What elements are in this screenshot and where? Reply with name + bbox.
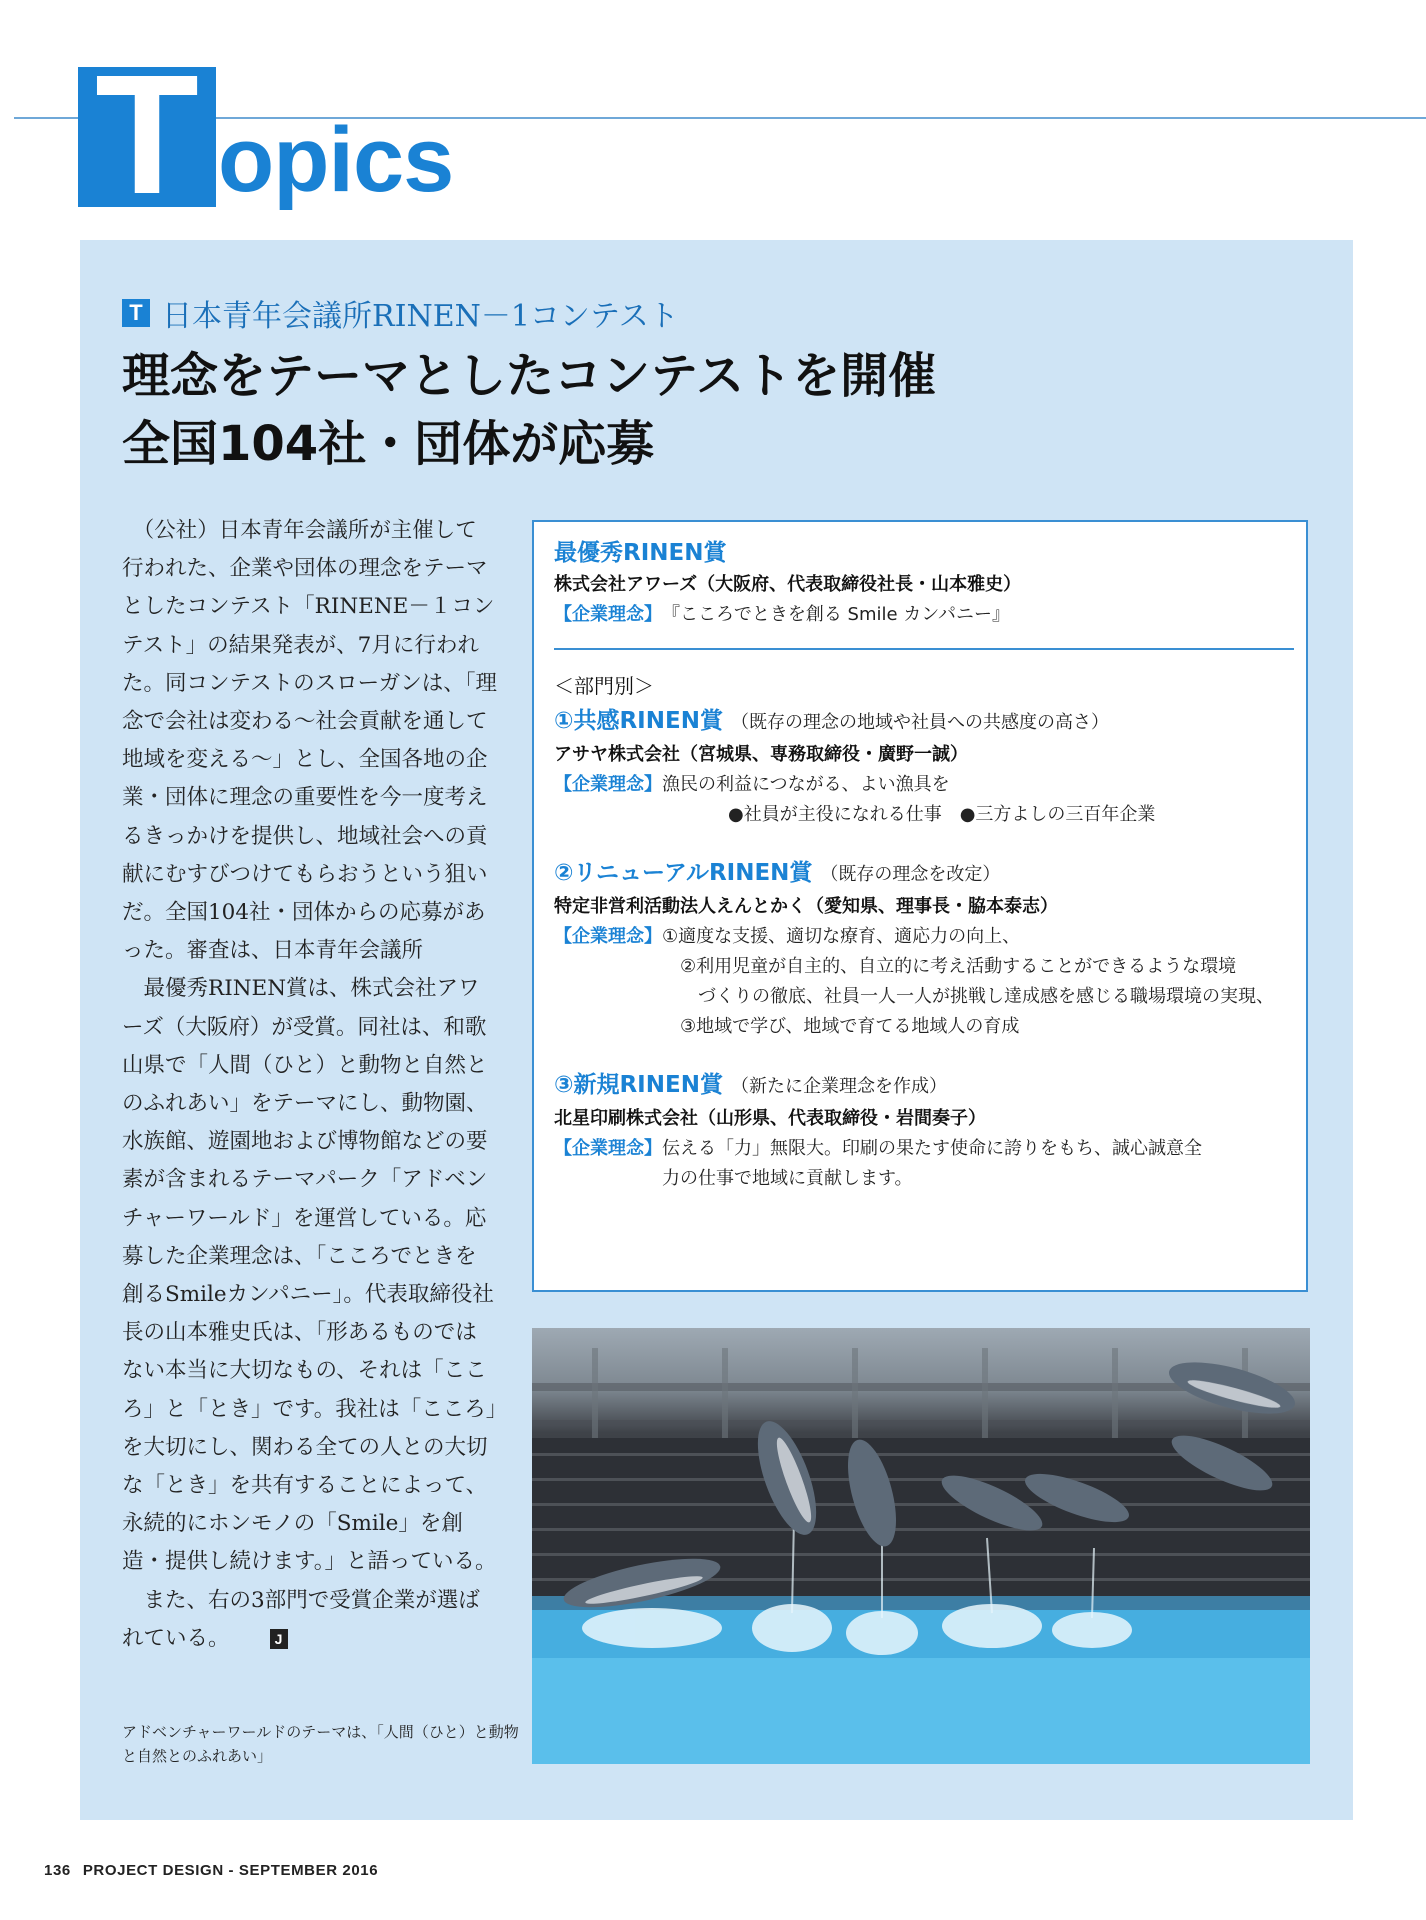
article-body xyxy=(122,512,497,1658)
philosophy-tag: 【企業理念】 xyxy=(554,926,662,947)
end-mark-icon: J xyxy=(270,1629,288,1649)
grand-award-title: 最優秀RINEN賞 xyxy=(554,540,727,566)
article-kicker xyxy=(122,291,679,335)
dolphin-show-photo xyxy=(532,1328,1310,1764)
philosophy-tag: 【企業理念】 xyxy=(554,1138,662,1159)
awards-divider xyxy=(554,648,1294,650)
empathy-award-company: アサヤ株式会社（宮城県、専務取締役・廣野一誠） xyxy=(554,744,968,765)
photo-caption: アドベンチャーワールドのテーマは、「人間（ひと）と動物と自然とのふれあい」 xyxy=(122,1723,519,1765)
topics-title: opics xyxy=(218,109,454,211)
category-section-label: ＜部門別＞ xyxy=(554,674,654,698)
kicker-t-badge: T xyxy=(122,299,150,327)
body-paragraph-3: また、右の3部門で受賞企業が選ばれている。 J xyxy=(122,1587,480,1651)
philosophy-tag: 【企業理念】 xyxy=(554,774,662,795)
article-headline xyxy=(122,342,1302,478)
new-award-philosophy: 【企業理念】 伝える「力」無限大。印刷の果たす使命に誇りをもち、誠心誠意全 力の仕事で地域に貢献します。 xyxy=(554,1134,1294,1194)
topics-t-block: T xyxy=(78,67,216,207)
headline-line-1: 理念をテーマとしたコンテストを開催 xyxy=(122,348,937,404)
empathy-award-philosophy: 【企業理念】 漁民の利益につながる、よい漁具を ●社員が主役になれる仕事 ●三方よしの三百年企業 xyxy=(554,770,1294,830)
magazine-issue: PROJECT DESIGN - SEPTEMBER 2016 xyxy=(82,1862,379,1879)
empathy-award-title: ①共感RINEN賞 （既存の理念の地域や社員への共感度の高さ） xyxy=(554,708,1109,734)
grand-award-philosophy: 【企業理念】 『こころでときを創る Smile カンパニー』 xyxy=(554,600,1294,630)
page-footer xyxy=(44,1862,378,1879)
new-award-title: ③新規RINEN賞 （新たに企業理念を作成） xyxy=(554,1072,947,1098)
kicker-text: 日本青年会議所RINEN－1コンテスト xyxy=(162,299,679,334)
headline-line-2: 全国104社・団体が応募 xyxy=(122,416,655,472)
awards-box xyxy=(532,520,1308,1292)
body-paragraph-2: 最優秀RINEN賞は、株式会社アワーズ（大阪府）が受賞。同社は、和歌山県で「人間（ひと）と動物と自然とのふれあい」をテーマにし、動物園、水族館、遊園地および博物館などの要素が含まれるテーマパーク「アドベンチャーワールド」を運営している。応募した企業理念は、「こころでときを創るSmileカンパニー」。代表取締役社長の山本雅史氏は、「形あるものではない本当に大切なもの、それは「こころ」と「とき」です。我社は「こころ」を大切にし、関わる全ての人との大切な「とき」を共有することによって、永続的にホンモノの「Smile」を創造・提供し続けます。」と語っている。 xyxy=(122,976,497,1575)
page-number: 136 xyxy=(44,1862,71,1879)
renewal-award-philosophy: 【企業理念】 ①適度な支援、適切な療育、適応力の向上、 ②利用児童が自主的、自立的に考え活動することができるような環境 づくりの徹底、社員一人一人が挑戦し達成感を感じる職場環境の実現、 ③地域で学び、地域で育てる地域人の育成 xyxy=(554,922,1294,1042)
renewal-award-title: ②リニューアルRINEN賞 （既存の理念を改定） xyxy=(554,860,1001,886)
new-award-company: 北星印刷株式会社（山形県、代表取締役・岩間奏子） xyxy=(554,1108,986,1129)
grand-award-company: 株式会社アワーズ（大阪府、代表取締役社長・山本雅史） xyxy=(554,574,1022,595)
dolphin-show-illustration xyxy=(532,1328,1310,1764)
philosophy-tag: 【企業理念】 xyxy=(554,604,662,625)
renewal-award-company: 特定非営利活動法人えんとかく（愛知県、理事長・脇本泰志） xyxy=(554,896,1058,917)
body-paragraph-1: （公社）日本青年会議所が主催して行われた、企業や団体の理念をテーマとしたコンテスト「RINENE－１コンテスト」の結果発表が、7月に行われた。同コンテストのスローガンは、「理念で会社は変わる～社会貢献を通して地域を変える～」とし、全国各地の企業・団体に理念の重要性を今一度考えるきっかけを提供し、地域社会への貢献にむすびつけてもらおうという狙いだ。全国104社・団体からの応募があった。審査は、日本青年会議所 xyxy=(122,518,497,964)
